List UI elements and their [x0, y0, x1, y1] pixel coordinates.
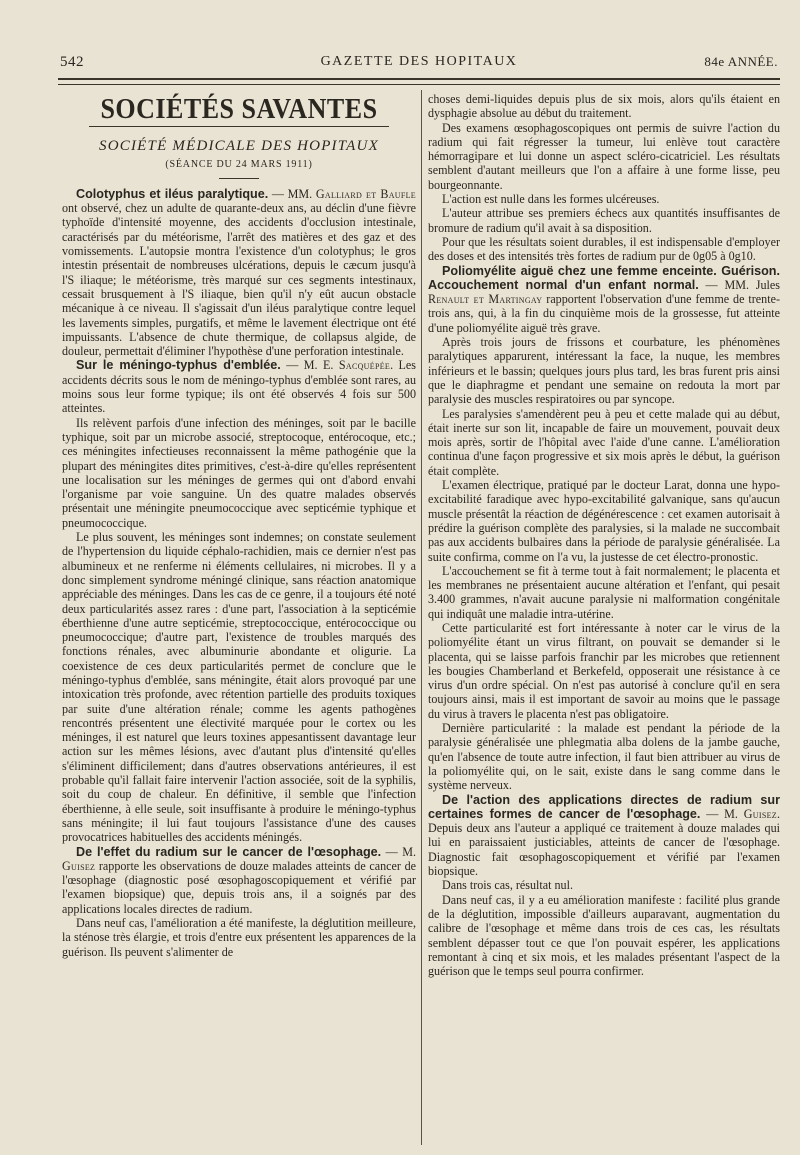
- paragraph: Le plus souvent, les méninges sont indemnes; on constate seulement de l'hypertension du liquide céphalo-rachidien, mais ce dernier n'est pas albumineux et ne renferme ni éléments cellulaires, ni microbes. Il y a donc simplement syndrome méningé clinique, sans réaction anatomique appréciable des méninges. Dans les cas de ce genre, il a toujours été noté deux particularités assez rares : d'une part, l'association à la septicémie éberthienne d'une autre septicémie, streptococcique, entérococcique ou pneumococcique; d'autre part, l'existence de troubles marqués des fonctions rénales, avec albuminurie abondante et oligurie. La coexistence de ces deux particularités permet de conclure que le méningo-typhus d'emblée, sans méningite, était alors provoqué par une intoxication très profonde, avec rétention partielle des produits toxiques par suite d'une altération rénale; comme les agents pathogènes rencontrés présentent une électivité marquée pour le cortex ou les méninges, il est naturel que leurs toxines appesantissent davantage leur action sur les mêmes lésions, avec d'autant plus d'intensité qu'elles s'éliminent difficilement; dans d'autres observations antérieures, il est probable qu'il fallait faire intervenir l'action associée, soit de la syphilis, soit du coup de chaleur. En définitive, il semble que l'infection éberthienne, à elle seule, soit insuffisante à produire le méningo-typhus sans méningite; il lui faut toujours l'assistance d'une des causes provocatrices habituelles des accidents méningés.: [62, 530, 416, 845]
- article-authors: Galliard et Baufle: [315, 186, 416, 201]
- paragraph: L'accouchement se fit à terme tout à fait normalement; le placenta et les membranes ne présentaient aucune altération et l'enfant, qui pesait 3.400 grammes, n'avait aucune paralysie ni malformation congénitale qui indiquât une maladie intra-utérine.: [428, 563, 780, 621]
- article-text: — MM.: [268, 186, 316, 201]
- header-rule-thin: [58, 84, 780, 85]
- article-authors: Sacquépée: [338, 358, 391, 373]
- left-column: [62, 92, 416, 1142]
- article-authors: Guisez: [62, 858, 96, 873]
- paragraph: Pour que les résultats soient durables, il est indispensable d'employer des doses et des intensités très fortes de radium pur de 0g05 à 0g10.: [428, 234, 780, 264]
- society-title: SOCIÉTÉ MÉDICALE DES HOPITAUX: [99, 138, 379, 155]
- article-text: — MM. Jules: [698, 277, 780, 292]
- header-rule-thick: [58, 78, 780, 80]
- paragraph: Ils relèvent parfois d'une infection des méninges, soit par le bacille typhique, soit par un microbe associé, streptocoque, entérocoque, etc.; ces méningites infectieuses reconnaissent la même pathogénie que la plupart des méningites dites primitives, c'est-à-dire qu'elles représentent une localisation sur les méninges de germes qui ont d'abord envahi l'organisme par voie sanguine. Un des quatre malades observés présentait une méningite pneumococcique avec septicémie typhique et pneumococcique.: [62, 415, 416, 530]
- paragraph: Dans neuf cas, il y a eu amélioration manifeste : facilité plus grande de la déglutition, impossible d'ailleurs auparavant, augmentation du calibre de l'œsophage et même dans trois de ces cas, les résultats semblent dépasser tout ce que l'on pouvait espérer, les applications remontant à cinq et six mois, et les malades présentant l'aspect de la guérison que le temps seul pourra confirmer.: [428, 892, 780, 979]
- right-column: [428, 92, 780, 1142]
- year-label: 84e ANNÉE.: [704, 54, 778, 69]
- article-authors: Guisez: [743, 806, 777, 821]
- paragraph: Dernière particularité : la malade est pendant la période de la paralysie généralisée une phlegmatia alba dolens de la jambe gauche, qu'en l'absence de toute autre infection, il faut bien attribuer au virus de la poliomyélite qui, on le sait, existe dans le sang comme dans le système nerveux.: [428, 721, 780, 793]
- article-meningo: [62, 358, 416, 415]
- article-text: — M.: [381, 844, 416, 859]
- column-divider: [421, 90, 422, 1145]
- paragraph: Dans neuf cas, l'amélioration a été manifeste, la déglutition meilleure, la sténose très élargie, et trois d'entre eux présentent les apparences de la guérison. Ils peuvent s'alimenter de: [62, 916, 416, 959]
- article-text: . Les accidents décrits sous le nom de méningo-typhus d'emblée sont rares, au moins sous leur forme typique; ils ont été observés 4 fois sur 500 atteintes.: [62, 358, 416, 416]
- paragraph: L'action est nulle dans les formes ulcéreuses.: [442, 192, 660, 207]
- article-text: rapporte les observations de douze malades atteints de cancer de l'œsophage (diagnostic posé œsophagoscopiquement et vérifié par l'examen biopsique) que, depuis trois ans, il a soignés par des applications locales directes de radium.: [62, 858, 416, 916]
- section-title: SOCIÉTÉS SAVANTES: [100, 92, 378, 125]
- article-polio: [428, 264, 780, 335]
- article-text: — M. E.: [280, 358, 339, 373]
- short-rule: [219, 178, 259, 179]
- article-title: De l'action des applications directes de radium sur certaines formes de cancer de l'œsophage.: [428, 792, 780, 821]
- paragraph: Cette particularité est fort intéressante à noter car le virus de la poliomyélite étant un virus filtrant, on pouvait se demander si le placenta, qui se laisse parfois franchir par les microbes que retiennent les bougies Chamberland et Berkefeld, opposerait une résistance à ce virus d'un ordre spécial. On n'est pas autorisé à conclure qu'il en sera toujours ainsi, mais il est important de savoir au moins que le passage du virus à travers le placenta n'est pas obligatoire.: [428, 620, 780, 721]
- article-title: Colotyphus et iléus paralytique.: [76, 186, 269, 201]
- paragraph-continued: choses demi-liquides depuis plus de six mois, alors qu'ils étaient en dysphagie absolue au début du traitement.: [428, 92, 780, 121]
- paragraph: Après trois jours de frissons et courbature, les phénomènes paralytiques apparurent, intéressant la face, la nuque, les membres inférieurs et le bassin; quelques jours plus tard, les bras furent pris ainsi que le diaphragme et pendant une semaine on redouta la mort par paralysie des muscles respiratoires ou par syncope.: [428, 335, 780, 407]
- paragraph: L'examen électrique, pratiqué par le docteur Larat, donna une hypo-excitabilité faradique avec hypo-excitabilité galvanique, sans qu'aucun muscle présentât la réaction de dégénérescence : cet examen autorisait à prédire la guérison complète des paralysies, si la malade ne succombait pas aux accidents bulbaires dans la période de paralysie généralisée. La suite confirma, comme on l'a vu, la justesse de cet électro-pronostic.: [428, 478, 780, 564]
- article-title: Poliomyélite aiguë chez une femme enceinte. Guérison. Accouchement normal d'un enfant normal.: [428, 263, 780, 292]
- paragraph: Les paralysies s'amendèrent peu à peu et cette malade qui au début, était inerte sur son lit, incapable de faire un mouvement, pouvait deux mois après, sortir de l'hôpital avec l'aide d'une canne. L'amélioration continua d'une façon progressive et six mois après le début, la guérison était complète.: [428, 406, 780, 478]
- paragraph: L'auteur attribue ses premiers échecs aux quantités insuffisantes de bromure de radium qu'il avait à sa disposition.: [428, 206, 780, 235]
- article-text: rapportent l'observation d'une femme de trente-trois ans, qui, à la fin du cinquième mois de la grossesse, fut atteinte d'une poliomyélite aiguë très grave.: [428, 292, 780, 335]
- article-authors: Renault et Martingay: [428, 292, 543, 307]
- article-title: De l'effet du radium sur le cancer de l'œsophage.: [76, 844, 382, 859]
- article-text: ont observé, chez un adulte de quarante-deux ans, au déclin d'une fièvre typhoïde d'intensité moyenne, des accidents d'occlusion intestinale, caractérisés par du météorisme, l'arrêt des matières et des gaz et des vomissements. L'autopsie montra l'existence d'un colotyphus; le gros intestin présentait de nombreuses ulcérations, depuis le cæcum jusqu'à l'S iliaque; le météorisme, très marqué sur ces segments intestinaux, cessait brusquement à l'S iliaque, bien qu'il n'y eût aucun obstacle mécanique à ce niveau. Il s'agissait d'un iléus paralytique contre lequel les lavements simples, purgatifs, et même le lavement électrique ont été impuissants. L'absence de chute thermique, de collapsus algide, de douleur, permettait d'éliminer l'hypothèse d'une perforation intestinale.: [62, 201, 416, 359]
- title-rule: [89, 126, 390, 127]
- article-radium: [62, 845, 416, 916]
- page-header: [58, 52, 780, 74]
- journal-title: GAZETTE DES HOPITAUX: [320, 54, 518, 69]
- article-title: Sur le méningo-typhus d'emblée.: [76, 358, 281, 373]
- paragraph: Des examens œsophagoscopiques ont permis de suivre l'action du radium qui fait régresser la tumeur, lui enlève tout caractère hémorragipare et lui donne un aspect scléro-cicatriciel. Les résultats semblent d'autant meilleurs que l'on a affaire à une forme lisse, peu bourgeonnante.: [428, 120, 780, 192]
- article-text: — M.: [700, 806, 744, 821]
- article-applications: [428, 793, 780, 879]
- article-colotyphus: [62, 187, 416, 359]
- paragraph: Dans trois cas, résultat nul.: [442, 878, 573, 893]
- session-date: (SÉANCE DU 24 MARS 1911): [165, 158, 313, 170]
- article-text: . Depuis deux ans l'auteur a appliqué ce traitement à douze malades qui lui en paraissaient justiciables, atteints de cancer de l'œsophage. Diagnostic fait œsophagoscopiquement et vérifié par l'examen biopsique.: [428, 806, 780, 879]
- page-number: 542: [60, 54, 84, 70]
